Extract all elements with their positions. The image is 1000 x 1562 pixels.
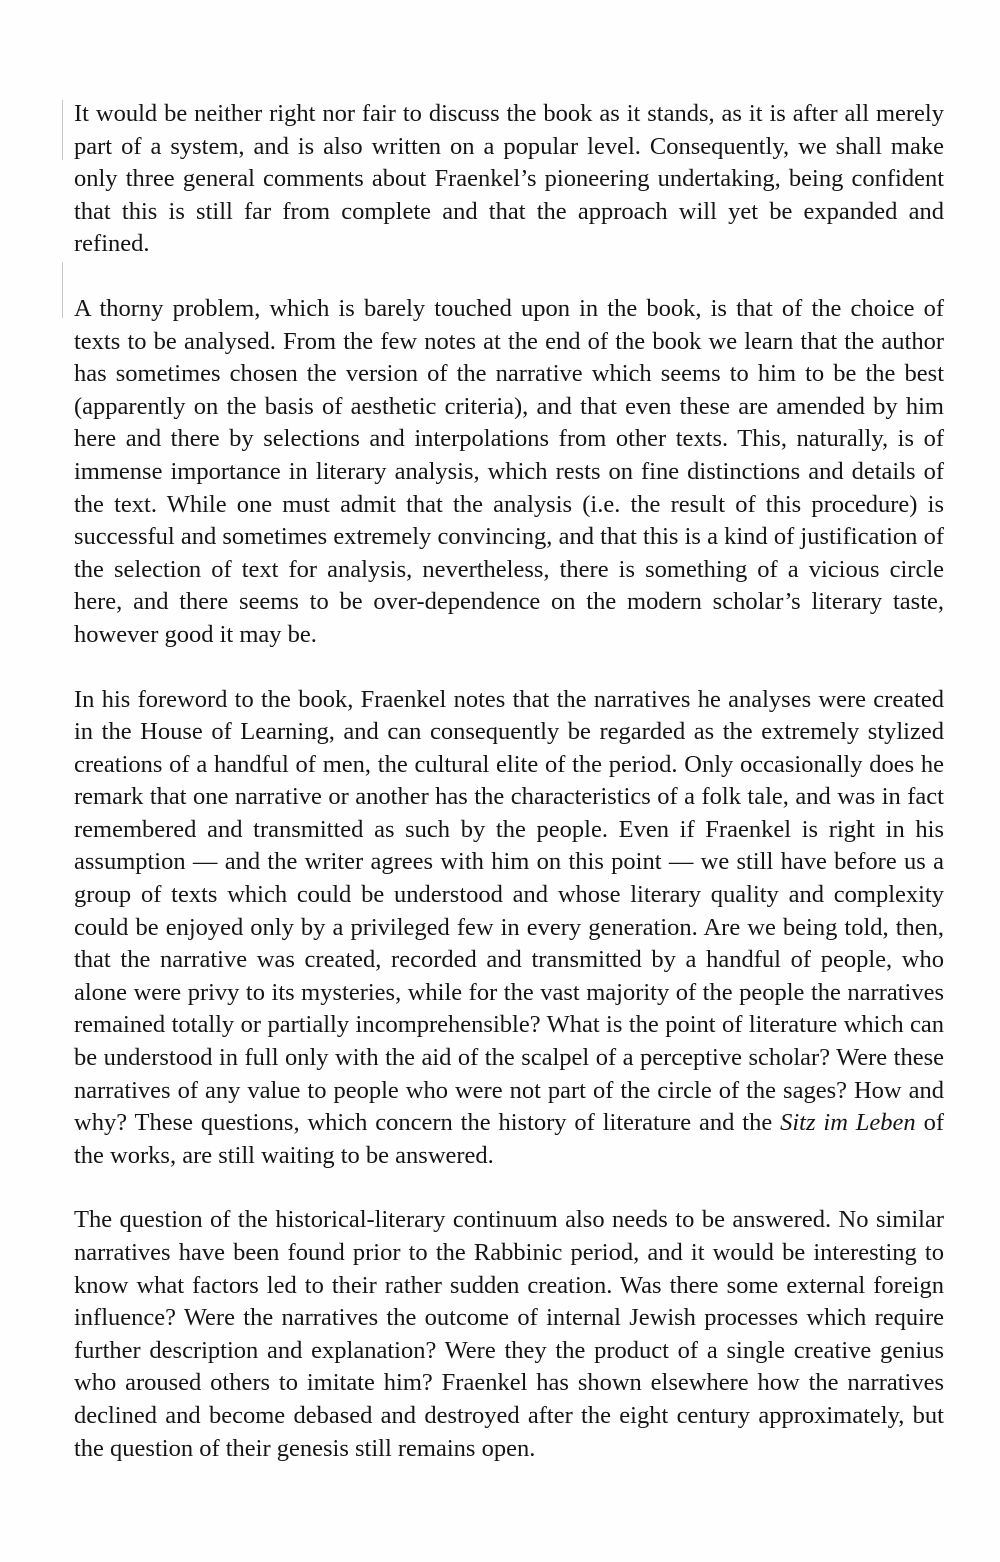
paragraph-3-text: In his foreword to the book, Fraenkel notes that the narratives he analyses were created in the House of Learning, and can consequently be regarded as the extremely stylized creations of a handful of men, the cultural elite of the period. Only occasionally does he remark that one narrative or another has the characteristics of a folk tale, and was in fact remembered and transmitted as such by the people. Even if Fraenkel is right in his assumption — and the writer agrees with him on this point — we still have before us a group of texts which could be understood and whose literary quality and complexity could be enjoyed only by a privileged few in every generation. Are we being told, then, that the narrative was created, recorded and transmitted by a handful of people, who alone were privy to its mysteries, while for the vast majority of the people the narratives remained totally or partially incomprehensible? What is the point of literature which can be understood in full only with the aid of the scalpel of a perceptive scholar? Were these narratives of any value to people who were not part of the circle of the sages? How and why? These questions, which concern the history of literature and the bbox=[74, 685, 944, 1137]
paragraph-4: The question of the historical-literary continuum also needs to be answered. No similar narratives have been found prior to the Rabbinic period, and it would be interesting to know what factors led to their rather sudden creation. Was there some external foreign influence? Were the narratives the outcome of internal Jewish processes which require further description and explanation? Were they the product of a single creative genius who aroused others to imitate him? Fraenkel has shown elsewhere how the narratives declined and become debased and destroyed after the eight century approximately, but the question of their genesis still remains open. bbox=[74, 1206, 944, 1462]
margin-mark bbox=[62, 100, 63, 160]
paragraph-3-tail: of the works, are still waiting to be answered. bbox=[74, 1109, 944, 1169]
paragraph-3 bbox=[74, 684, 944, 1173]
margin-mark bbox=[62, 262, 63, 318]
paragraph-3-italic-term: Sitz im Leben bbox=[780, 1109, 916, 1137]
body-text bbox=[74, 98, 944, 1465]
paragraph-1: It would be neither right nor fair to discuss the book as it stands, as it is after all merely part of a system, and is also written on a popular level. Consequently, we shall make only three general comments about Fraenkel’s pioneering undertaking, being confident that this is still far from complete and that the approach will yet be expanded and refined. bbox=[74, 100, 944, 258]
paragraph-2: A thorny problem, which is barely touched upon in the book, is that of the choice of texts to be analysed. From the few notes at the end of the book we learn that the author has sometimes chosen the version of the narrative which seems to him to be the best (apparently on the basis of aesthetic criteria), and that even these are amended by him here and there by selections and interpolations from other texts. This, naturally, is of immense importance in literary analysis, which rests on fine distinctions and details of the text. While one must admit that the analysis (i.e. the result of this procedure) is successful and sometimes extremely convincing, and that this is a kind of justification of the selection of text for analysis, nevertheless, there is something of a vicious circle here, and there seems to be over-dependence on the modern scholar’s literary taste, however good it may be. bbox=[74, 294, 944, 648]
